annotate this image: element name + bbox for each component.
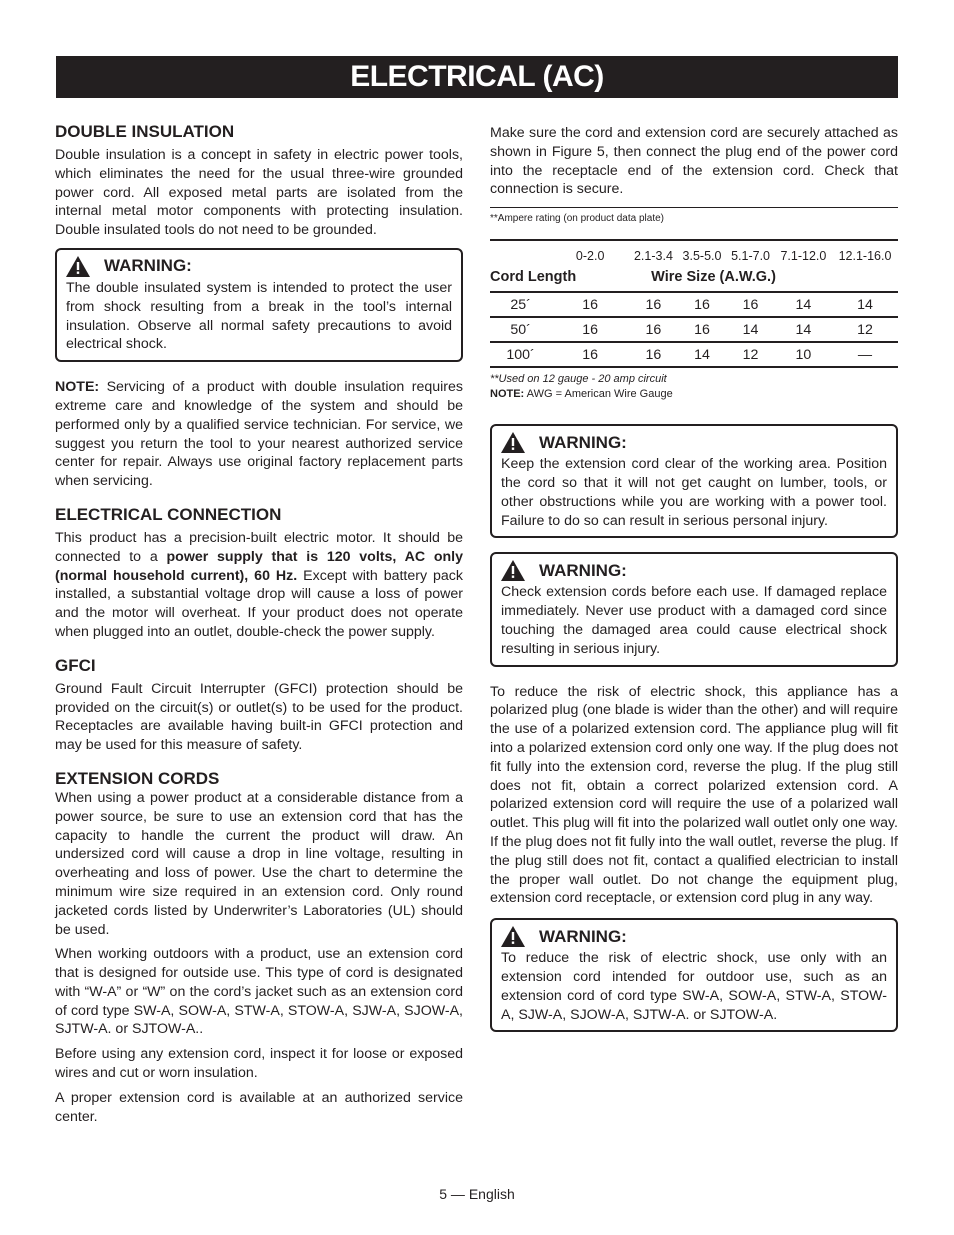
wire-size-header: Wire Size (A.W.G.) <box>651 269 776 286</box>
service-note: NOTE: Servicing of a product with double insulation requires extreme care and knowledge of the system and should be performed only by a qualified service technician. For service, we suggest you return the tool to your nearest authorized service center for repair. Always use original factory replacement parts when servicing. <box>55 379 463 490</box>
double-insulation-heading: DOUBLE INSULATION <box>55 122 235 141</box>
warning-label: WARNING: <box>539 432 627 452</box>
connection-intro-text: Make sure the cord and extension cord are securely attached as shown in Figure 5, then connect the plug end of the power cord into the receptacle end of the extension cord. Check that connection is secure. <box>490 125 898 198</box>
cord-length-header: Cord Length <box>490 269 577 286</box>
right-column <box>490 124 898 1048</box>
warning-text: Keep the extension cord clear of the working area. Position the cord so that it will not get caught on lumber, tools, or other obstructions while you are working with a power tool. Failure to do so can result in serious personal injury. <box>501 456 887 529</box>
polarized-plug-text: To reduce the risk of electric shock, this appliance has a polarized plug (one blade is wider than the other) and will require the use of a polarized extension cord. The appliance plug will fit into a polarized extension cord only one way. If the plug does not fit fully into the extension cord, reverse the plug. If the plug still does not fit, obtain a correct polarized extension cord. A polarized extension cord will require the use of a polarized wall outlet. This plug will fit into the polarized wall outlet only one way. If the plug does not fit fully into the wall outlet, reverse the plug. If the plug still does not fit, contact a qualified electrician to install the proper wall outlet. Do not change the equipment plug, extension cord receptacle, or extension cord plug in any way. <box>490 683 898 907</box>
table-row: 50´ 16 16 16 14 14 12 <box>490 317 898 342</box>
note-label: NOTE: <box>55 379 100 396</box>
electrical-connection-heading: ELECTRICAL CONNECTION <box>55 504 282 524</box>
warning-text: To reduce the risk of electric shock, use only with an extension cord intended for outdoor use, such as an extension cord of cord type SW-A, SOW-A, STW-A, STOW-A, SJW-A, SJOW-A, SJTW-A. or SJTOW-A. <box>501 950 887 1023</box>
extension-cords-text-1: When using a power product at a considerable distance from a power source, be sure to use an extension cord that has the capacity to handle the current the product will draw. An undersized cord will cause a drop in line voltage, resulting in overheating and loss of power. Use the chart to determine the minimum wire size required in an extension cord. Only round jacketed cords listed by Underwriter’s Laboratories (UL) should be used. <box>55 789 463 938</box>
warning-box-working-area <box>490 424 898 538</box>
table-row: 100´ 16 16 14 12 10 — <box>490 342 898 367</box>
warning-label: WARNING: <box>539 560 627 580</box>
warning-label: WARNING: <box>539 926 627 946</box>
extension-cords-text-2: When working outdoors with a product, use an extension cord that is designed for outside use. This type of cord is designated with “W-A” or “W” on the cord’s jacket such as an extension cord of cord type SW-A, SOW-A, STW-A, STOW-A, SJW-A, SJOW-A, SJTW-A. or SJTOW-A.. <box>55 946 463 1038</box>
warning-label: WARNING: <box>104 256 192 276</box>
left-column <box>55 122 463 1132</box>
warning-triangle-icon <box>66 256 90 277</box>
extension-cords-text-3: Before using any extension cord, inspect it for loose or exposed wires and cut or worn insulation. <box>55 1046 463 1082</box>
page-footer: 5 — English <box>439 1186 515 1202</box>
warning-text: Check extension cords before each use. If damaged replace immediately. Never use product with a damaged cord since touching the damaged area could cause electrical shock resulting in serious injury. <box>501 584 887 657</box>
table-footnote: **Used on 12 gauge - 20 amp circuit <box>490 373 667 386</box>
warning-triangle-icon <box>501 432 525 453</box>
warning-text: The double insulated system is intended to protect the user from shock resulting from a break in the tool’s internal insulation. Observe all normal safety precautions to avoid electrical shock. <box>66 279 452 353</box>
warning-box-check-cords <box>490 552 898 666</box>
wire-size-table <box>490 241 898 368</box>
table-header-row <box>490 267 898 292</box>
warning-box-outdoor-cords <box>490 918 898 1032</box>
extension-cords-heading: EXTENSION CORDS <box>55 768 220 788</box>
warning-triangle-icon <box>501 560 525 581</box>
ampere-note: **Ampere rating (on product data plate) <box>490 213 664 225</box>
gfci-text: Ground Fault Circuit Interrupter (GFCI) protection should be provided on the circuit(s) or outlet(s) to be used for the product. Receptacles are available having built-in GFCI protection and may be used for this measure of safety. <box>55 680 463 754</box>
warning-box-double-insulation <box>55 248 463 362</box>
gfci-heading: GFCI <box>55 655 96 675</box>
page-title: ELECTRICAL (AC) <box>56 56 898 98</box>
table-row: 25´ 16 16 16 16 14 14 <box>490 292 898 317</box>
amp-range-row: 0-2.0 2.1-3.4 3.5-5.0 5.1-7.0 7.1-12.0 12.1-16.0 <box>575 249 892 264</box>
double-insulation-text: Double insulation is a concept in safety in electric power tools, which eliminates the need for the usual three-wire grounded power cord. All exposed metal parts are isolated from the internal metal motor components with protecting insulation. Double insulated tools do not need to be grounded. <box>55 147 463 239</box>
extension-cords-text-4: A proper extension cord is available at an authorized service center. <box>55 1089 463 1125</box>
awg-note: NOTE: AWG = American Wire Gauge <box>490 388 673 401</box>
warning-triangle-icon <box>501 926 525 947</box>
electrical-connection-text: This product has a precision-built electric motor. It should be connected to a power supply that is 120 volts, AC only (normal household current), 60 Hz. Except with battery pack installed, a substantial voltage drop will cause a loss of power and the motor will overheat. If your product does not operate when plugged into an outlet, double-check the power supply. <box>55 529 463 640</box>
